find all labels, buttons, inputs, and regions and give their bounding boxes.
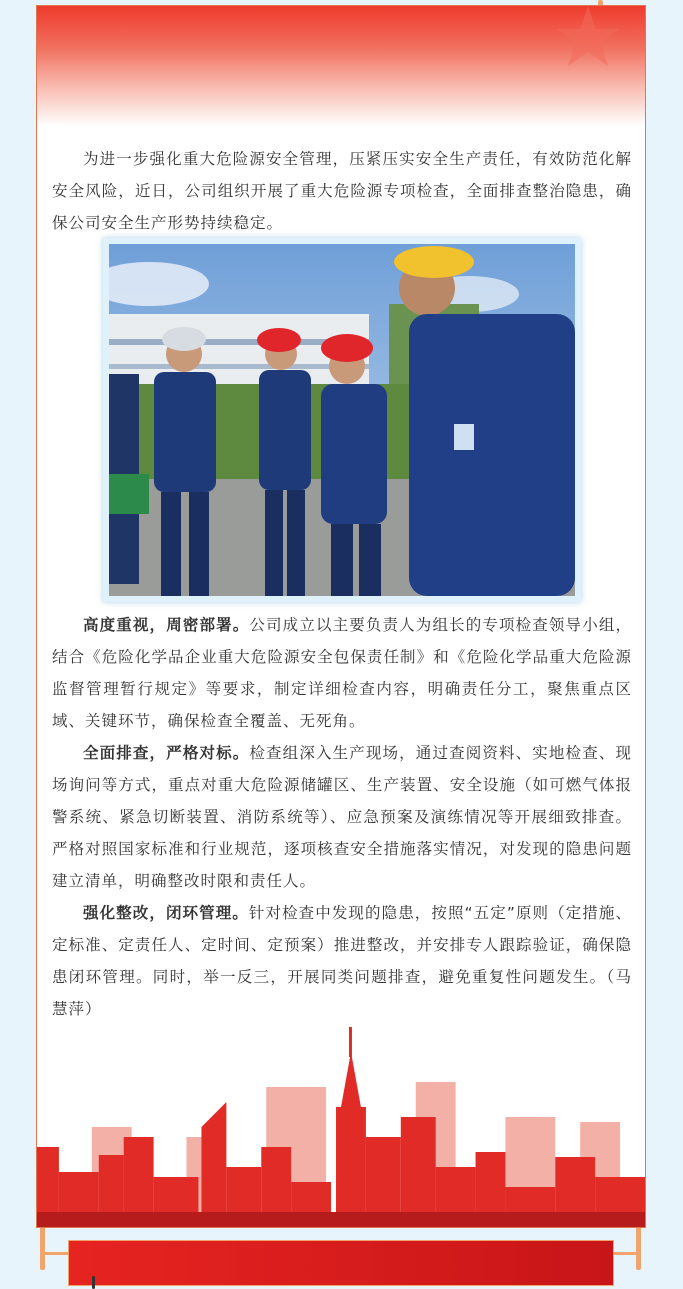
section-heading-2: 全面排查，严格对标。 [83, 744, 250, 762]
section-text-3: 针对检查中发现的隐患，按照“五定”原则（定措施、定标准、定责任人、定时间、定预案）推进整改，并安排专人跟踪验证，确保隐患闭环管理。同时，举一反三，开展同类问题排查，避免重复性问题发生。（马慧萍） [52, 904, 632, 1018]
section-text-1: 公司成立以主要负责人为组长的专项检查领导小组，结合《危险化学品企业重大危险源安全包保责任制》和《危险化学品重大危险源监督管理暂行规定》等要求，制定详细检查内容，明确责任分工，聚焦重点区域、关键环节，确保检查全覆盖、无死角。 [52, 616, 632, 730]
section-heading-3: 强化整改，闭环管理。 [83, 904, 249, 922]
frame-post-bottom [92, 1276, 95, 1289]
section-text-2: 检查组深入生产现场，通过查阅资料、实地检查、现场询问等方式，重点对重大危险源储罐区、生产装置、安全设施（如可燃气体报警系统、紧急切断装置、消防系统等）、应急预案及演练情况等开展细致排查。严格对照国家标准和行业规范，逐项核查安全措施落实情况，对发现的隐患问题建立清单，明确整改时限和责任人。 [52, 744, 632, 890]
section-paragraph-2 [52, 737, 632, 897]
article-body [52, 609, 632, 1025]
frame-rail-left [40, 1252, 70, 1255]
section-paragraph-1 [52, 609, 632, 737]
frame-post-right [636, 1226, 641, 1270]
intro-paragraph: 为进一步强化重大危险源安全管理，压紧压实安全生产责任，有效防范化解安全风险，近日，公司组织开展了重大危险源专项检查，全面排查整治隐患，确保公司安全生产形势持续稳定。 [52, 150, 632, 232]
section-heading-1: 高度重视，周密部署。 [83, 616, 250, 634]
photo-frame [103, 238, 581, 602]
article-intro [52, 143, 632, 239]
article-card [36, 5, 646, 1228]
header-banner [37, 6, 645, 126]
city-skyline-decoration [37, 1027, 645, 1227]
bottom-banner [68, 1240, 614, 1286]
frame-post-left [40, 1226, 45, 1270]
frame-rail-right [612, 1252, 640, 1255]
star-icon [553, 5, 623, 72]
inspection-photo [109, 244, 575, 596]
section-paragraph-3 [52, 897, 632, 1025]
